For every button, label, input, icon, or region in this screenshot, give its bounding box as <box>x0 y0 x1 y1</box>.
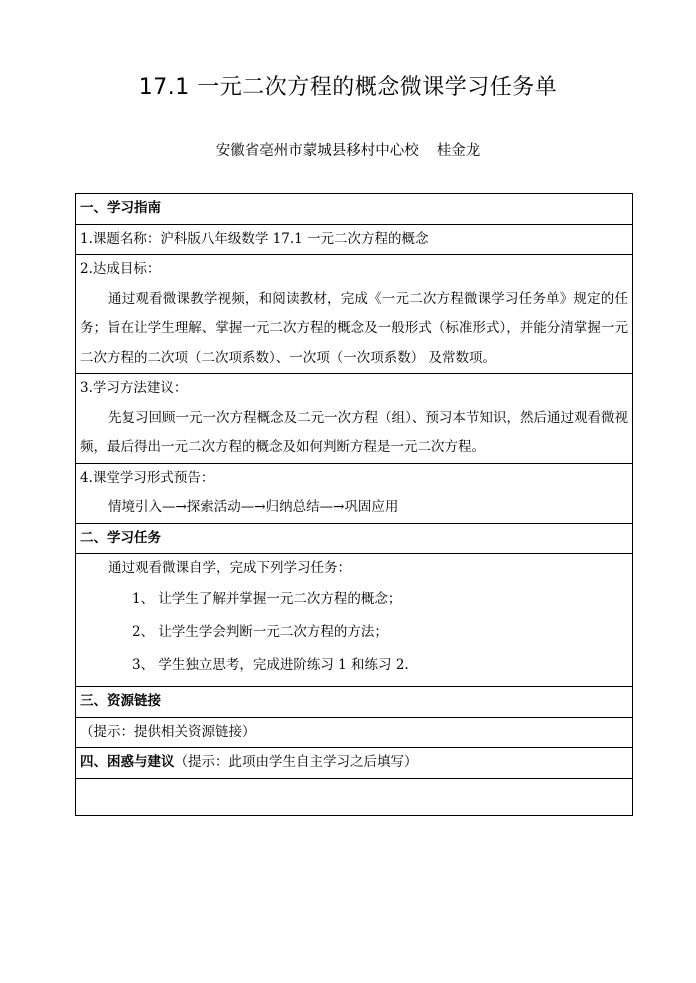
goal-label: 2.达成目标： <box>80 261 161 277</box>
topic-name: 1.课题名称：沪科版八年级数学 17.1 一元二次方程的概念 <box>76 224 633 255</box>
task-item-2: 2、 让学生学会判断一元二次方程的方法； <box>132 624 388 640</box>
author-name: 桂金龙 <box>436 143 481 159</box>
table-row <box>76 717 633 748</box>
table-row <box>76 374 633 464</box>
section4-heading: 四、困惑与建议 <box>80 754 175 770</box>
table-row <box>76 687 633 718</box>
section1-heading: 一、学习指南 <box>76 194 633 225</box>
method-label: 3.学习方法建议： <box>80 380 188 396</box>
goal-text: 通过观看微课教学视频，和阅读教材，完成《一元二次方程微课学习任务单》规定的任务；旨在让学生理解、掌握一元二次方程的概念及一般形式（标准形式），并能分清掌握一元二次方程的二次项（二次项系数）、一次项（一次项系数） 及常数项。 <box>80 290 628 366</box>
form-text: 情境引入—→探索活动—→归纳总结—→巩固应用 <box>108 499 399 515</box>
document-title: 17.1 一元二次方程的概念微课学习任务单 <box>138 75 558 100</box>
section3-heading: 三、资源链接 <box>76 687 633 718</box>
table-row <box>76 463 633 523</box>
tasks-cell <box>76 554 633 687</box>
method-text: 先复习回顾一元一次方程概念及二元一次方程（组）、预习本节知识，然后通过观看微视频，最后得出一元二次方程的概念及如何判断方程是一元二次方程。 <box>80 409 628 455</box>
table-row <box>76 224 633 255</box>
task-sheet-table <box>75 193 633 816</box>
form-cell <box>76 463 633 523</box>
table-row <box>76 748 633 779</box>
section4-heading-cell <box>76 748 633 779</box>
feedback-answer-cell[interactable] <box>76 778 633 815</box>
author-school: 安徽省亳州市蒙城县移村中心校 <box>215 143 419 159</box>
table-row <box>76 523 633 554</box>
section4-hint: （提示：此项由学生自主学习之后填写） <box>174 754 418 770</box>
task-item-3: 3、 学生独立思考，完成进阶练习 1 和练习 2. <box>132 657 409 673</box>
task-item-1: 1、 让学生了解并掌握一元二次方程的概念； <box>132 591 402 607</box>
table-row <box>76 778 633 815</box>
table-row <box>76 554 633 687</box>
author-line <box>0 139 696 160</box>
resource-hint: （提示：提供相关资源链接） <box>76 717 633 748</box>
form-label: 4.课堂学习形式预告： <box>80 469 215 486</box>
table-row <box>76 194 633 225</box>
goal-cell <box>76 255 633 374</box>
section2-heading: 二、学习任务 <box>76 523 633 554</box>
method-cell <box>76 374 633 464</box>
table-row <box>76 255 633 374</box>
tasks-intro: 通过观看微课自学，完成下列学习任务： <box>108 560 351 576</box>
